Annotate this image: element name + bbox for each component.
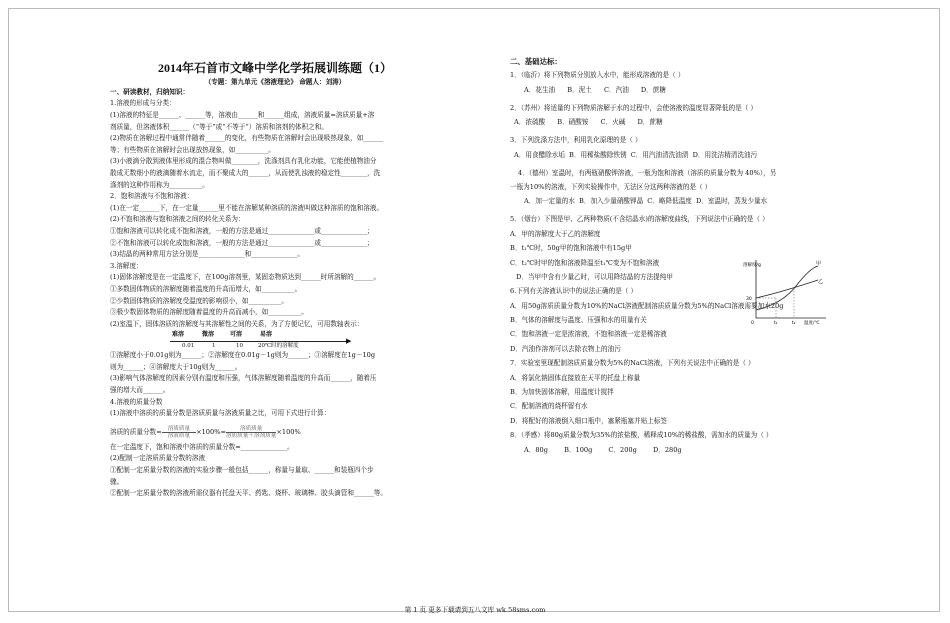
text-line: 涤剂的这种作用称为__________。 [110, 180, 209, 189]
text-line: ①饱和溶液可以转化成不饱和溶液，一般的方法是通过______________或______________； [110, 226, 374, 235]
fraction-denominator: 溶液质量 [167, 433, 191, 440]
fraction-denominator: 溶质质量＋溶剂质量 [225, 433, 277, 440]
text-line: (1)溶液的特征是______、______等，溶液由______和______组成，溶液质量=溶质质量+溶 [110, 111, 375, 119]
section-1-heading: 一、研读教材，归纳知识： [110, 87, 190, 96]
formula-fraction-2 [226, 426, 276, 439]
question-5-option-c: C．t₂℃时甲的饱和溶液降温至t₁℃变为不饱和溶液 [510, 258, 660, 267]
arrow-right-icon: ▶ [346, 337, 352, 346]
question-8-options: A．80g B．100g C．200g D．280g [524, 445, 682, 454]
question-7: 7．实验室里现配制溶质质量分数为5%的NaCl溶液，下列有关说法中正确的是（ ） [510, 359, 755, 368]
text-line: (2)配制一定溶质质量分数的溶液 [110, 454, 206, 463]
question-7-option-c: C．配制溶液的烧杯留有水 [510, 402, 588, 411]
text-line: 2．饱和溶液与不饱和溶液： [110, 192, 194, 201]
scale-tick: 10 [236, 343, 243, 350]
text-line: (3)影响气体溶解度的因素分别有温度和压强，气体溶解度随着温度的升高而______，随着压 [110, 374, 377, 383]
text-line: 强的增大而______。 [110, 386, 170, 395]
text-line: 1.溶液的形成与分类： [110, 99, 176, 108]
knowledge-block-c [110, 444, 440, 502]
formula-prefix: 溶质的质量分数= [110, 428, 162, 437]
question-2: 2．（苏州）将适量的下列物质溶解于水的过程中，会使溶液的温度显著降低的是（ ） [510, 103, 757, 112]
knowledge-block-b [110, 352, 440, 422]
solubility-curve-graph [742, 256, 828, 326]
text-line: ①多数固体物质的溶解度随着温度的升高而增大，如__________。 [110, 284, 302, 293]
question-4-line-2: 一瓶为10%的溶液，下列实验操作中，无法区分这两种溶液的是（ ） [510, 182, 712, 191]
text-line: (2)物质在溶解过程中通常伴随着______的变化，有些物质在溶解时会出现吸热现象，如______ [110, 134, 384, 143]
text-line: (1)固体溶解度是在一定温度下，在100g溶剂里，某固态物质达到______时所溶解的______。 [110, 273, 381, 282]
question-5-option-b: B．t₁℃时，50g甲的饱和溶液中有15g甲 [510, 244, 632, 253]
question-1-options: A．花生油 B．泥土 C．汽油 D．蔗糖 [524, 85, 666, 94]
question-6-option-d: D．汽油作溶剂可以去除衣物上的油污 [510, 344, 621, 353]
page-footer: 第 1 页 更多下载请到五八文库 wk.58sms.com [404, 606, 546, 614]
question-7-option-d: D．将配好的溶液倒入细口瓶中，塞紧瓶塞并贴上标签 [510, 416, 667, 425]
curve-jia [756, 266, 818, 310]
text-line: 在一定温度下，饱和溶液中溶质的质量分数=______________。 [110, 442, 294, 451]
scale-tick: 0.01 [182, 343, 195, 350]
scale-label: 可溶 [230, 331, 243, 339]
text-line: 等；有些物质在溶解时会出现放热现象，如__________。 [110, 145, 275, 154]
series-label-yi: 乙 [818, 279, 824, 285]
text-line: 骤。 [110, 477, 124, 486]
question-4-line-1: 4．（德州）室温时，有两瓶硝酸钾溶液，一瓶为饱和溶液（溶质的质量分数为 40%），另 [518, 168, 777, 177]
solubility-scale [170, 332, 350, 352]
question-7-option-b: B．为加快固体溶解，用温度计搅拌 [510, 388, 614, 397]
text-line: 4.溶液的质量分数 [110, 397, 163, 406]
knowledge-block-a [110, 100, 440, 332]
text-line: ②少数固体物质的溶解度受温度的影响很小，如__________。 [110, 296, 289, 305]
fraction-numerator: 溶质质量 [162, 426, 196, 433]
scale-tick: 1 [212, 343, 216, 350]
mass-fraction-formula [110, 422, 440, 444]
question-5-option-d: D．当甲中含有少量乙时，可以用降结晶的方法提纯甲 [516, 272, 673, 281]
question-3: 3．下列洗涤方法中，利用乳化原理的是（ ） [510, 136, 642, 145]
text-line: ③极少数固体物质的溶解度随着温度的升高而减小，如__________。 [110, 308, 308, 317]
left-column [110, 62, 440, 502]
graph-x-tick: t₁ [774, 321, 778, 326]
text-line: (2)室温下，固体溶质的溶解度与其溶解性之间的关系，为了方便记忆，可用数轴表示： [110, 319, 364, 328]
formula-fraction-1 [162, 426, 196, 439]
question-4-options: A．加一定量的水 B．加入少量硝酸钾晶 C．略降低温度 D．室温时，蒸发少量水 [524, 197, 768, 206]
text-line: (1)在一定______下，在一定量______里不能在溶解某种溶质的溶液叫做这种溶质的饱和溶液。 [110, 203, 384, 212]
text-line: (2)不饱和溶液与饱和溶液之间的转化关系为： [110, 215, 245, 224]
graph-x-label: 温度/℃ [804, 321, 820, 326]
text-line: 3.溶解度： [110, 261, 143, 270]
question-3-options: A．用食醋除水垢 B．用稀盐酸除铁锈 C．用汽油清洗油渍 D．用洗洁精清洗油污 [514, 150, 758, 159]
text-line: ②配制一定质量分数的溶液所需仪器有托盘天平、药匙、烧杯、玻璃棒、胶头滴管和______等。 [110, 489, 387, 498]
graph-origin: 0 [751, 321, 754, 326]
fraction-numerator: 溶质质量 [226, 426, 276, 433]
question-5: 5．（烟台）下图是甲、乙两种物质(不含结晶水)的溶解度曲线，下列说法中正确的是（ ） [510, 215, 769, 224]
question-5-option-a: A．甲的溶解度大于乙的溶解度 [510, 229, 601, 238]
text-line: 散成无数细小的液滴随着水流走，而不聚成大的______，从而使乳浊液的稳定性________，洗 [110, 168, 381, 177]
question-8: 8．（孝感）将80g质量分数为35%的浓盐酸，稀释成10%的稀盐酸，需加水的质量为（ ） [510, 431, 773, 440]
question-1: 1．（临沂）将下列物质分别放入水中，能形成溶液的是（ ） [510, 71, 685, 80]
formula-suffix: ×100% [276, 428, 301, 437]
graph-x-tick: t₂ [792, 321, 796, 326]
text-line: ①配制一定质量分数的溶液的实验步骤一般包括______，称量与量取、______和装瓶四个步 [110, 466, 374, 475]
graph-y-tick: 30 [746, 297, 752, 302]
section-2-heading: 二、基础达标： [510, 57, 562, 66]
scale-caption: 20℃时的溶解度 [258, 343, 299, 350]
text-line: (1)溶液中溶质的质量分数是溶质质量与溶液质量之比，可用下式进行计算： [110, 409, 331, 418]
question-6: 6.下列有关溶液认识中的说法正确的是（ ） [510, 287, 638, 296]
question-6-option-c: C．饱和溶液一定是浓溶液，不饱和溶液一定是稀溶液 [510, 330, 667, 339]
page-title: 2014年石首市文峰中学化学拓展训练题（1） [157, 61, 392, 75]
text-line: ②不饱和溶液可以转化成饱和溶液，一般的方法是通过______________或______________； [110, 238, 374, 247]
scale-label: 难溶 [172, 331, 185, 339]
graph-y-label: 溶解度/g [743, 263, 761, 268]
text-line: 则为______；④溶解度大于10g则为______。 [110, 362, 242, 371]
question-2-options: A．浓硫酸 B．硝酸铵 C．火碱 D．蔗糖 [514, 118, 663, 127]
page-subtitle: （专题：第九单元《溶液理论》 命题人：刘涛） [204, 78, 346, 87]
question-6-option-b: B．气体的溶解度与温度、压强和水的用量有关 [510, 316, 647, 325]
formula-mid: ×100%= [196, 428, 226, 437]
text-line: 剂质量，但溶液体积______（“等于”或“不等于”）溶质和溶剂的体积之和。 [110, 122, 328, 131]
series-label-jia: 甲 [816, 261, 822, 267]
question-6-option-a: A．用50g溶质质量分数为10%的NaCl溶液配制溶质质量分数为5%的NaCl溶液需要加水20g [510, 301, 784, 310]
question-7-option-a: A．将氯化钠固体直接放在天平的托盘上称量 [510, 373, 641, 382]
scale-label: 微溶 [202, 331, 215, 339]
text-line: (3)小液滴分散到液体里形成的混合物叫做________，洗涤剂具有乳化功能，它能使植物油分 [110, 157, 377, 166]
text-line: ①溶解度小于0.01g则为______；②溶解度在0.01g－1g则为______；③溶解度在1g－10g [110, 351, 376, 360]
text-line: (3)结晶的两种常用方法分别是______________和______________。 [110, 250, 304, 259]
scale-label: 易溶 [260, 331, 273, 339]
